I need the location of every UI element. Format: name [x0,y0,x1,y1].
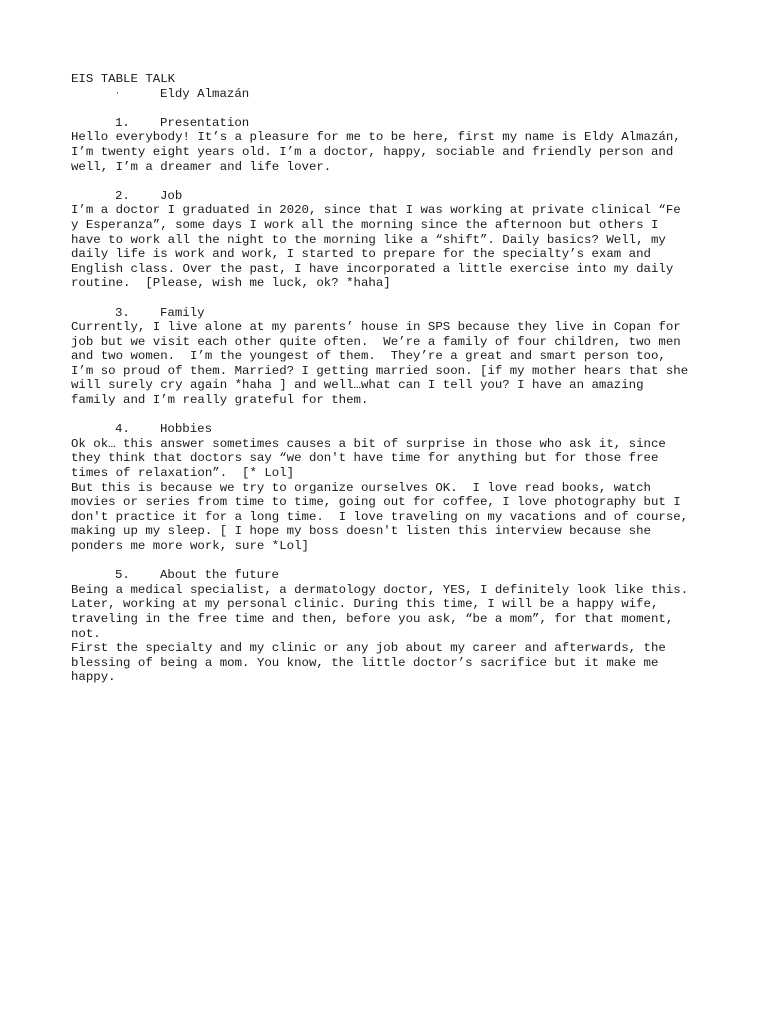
paragraph-line: will surely cry again *haha ] and well…what can I tell you? I have an amazing [71,378,644,393]
paragraph-line: they think that doctors say “we don't have time for anything but for those free [71,451,659,466]
paragraph-line: happy. [71,670,116,685]
paragraph-line: Ok ok… this answer sometimes causes a bit of surprise in those who ask it, since [71,436,666,451]
author-line [71,87,711,102]
paragraph-line: English class. Over the past, I have incorporated a little exercise into my daily [71,261,674,276]
paragraph-line: don't practice it for a long time. I love traveling on my vacations and of course, [71,509,689,524]
section-number: 5. [115,568,130,583]
section-hobbies [71,422,711,553]
paragraph-line: Later, working at my personal clinic. During this time, I will be a happy wife, [71,597,659,612]
section-about-the-future [71,568,711,685]
section-number: 1. [115,115,130,130]
paragraph-line: job but we visit each other quite often. We’re a family of four children, two men [71,334,681,349]
section-number: 4. [115,422,130,437]
paragraph-line: Hello everybody! It’s a pleasure for me to be here, first my name is Eldy Almazán, [71,130,681,145]
paragraph-line: y Esperanza”, some days I work all the morning since the afternoon but others I [71,217,659,232]
section-job [71,189,711,291]
section-number: 2. [115,188,130,203]
section-presentation [71,116,711,174]
paragraph-line: well, I’m a dreamer and life lover. [71,159,332,174]
section-heading [71,116,711,131]
paragraph-line: making up my sleep. [ I hope my boss doesn't listen this interview because she [71,524,651,539]
paragraph-line: But this is because we try to organize ourselves OK. I love read books, watch [71,480,651,495]
section-title: Presentation [160,115,250,130]
paragraph-line: First the specialty and my clinic or any job about my career and afterwards, the [71,641,666,656]
paragraph-line: ponders me more work, sure *Lol] [71,539,309,553]
section-number: 3. [115,305,130,320]
section-title: Hobbies [160,422,213,437]
paragraph-line: Currently, I live alone at my parents’ house in SPS because they live in Copan for [71,320,681,335]
paragraph-line: I’m so proud of them. Married? I getting married soon. [if my mother hears that she [71,363,689,378]
author-name: Eldy Almazán [160,86,250,101]
paragraph-line: family and I’m really grateful for them. [71,393,369,408]
document-body [71,72,711,685]
paragraph-line: not. [71,626,101,641]
section-family [71,306,711,408]
section-title: About the future [160,568,279,583]
section-title: Family [160,305,205,320]
paragraph-line: times of relaxation”. [* Lol] [71,466,295,481]
paragraph-line: traveling in the free time and then, before you ask, “be a mom”, for that moment, [71,611,674,626]
paragraph-line: have to work all the night to the morning like a “shift”. Daily basics? Well, my [71,232,666,247]
paragraph-line: routine. [Please, wish me luck, ok? *haha] [71,276,391,291]
paragraph-line: daily life is work and work, I started to prepare for the specialty’s exam and [71,247,651,262]
paragraph-line: Being a medical specialist, a dermatology doctor, YES, I definitely look like this. [71,582,689,597]
paragraph-line: blessing of being a mom. You know, the little doctor’s sacrifice but it make me [71,655,659,670]
section-title: Job [160,188,183,203]
section-heading [71,568,711,583]
paragraph-line: movies or series from time to time, going out for coffee, I love photography but I [71,495,681,510]
bullet-icon: · [115,88,120,98]
document-title: EIS TABLE TALK [71,72,176,86]
paragraph-line: I’m twenty eight years old. I’m a doctor, happy, sociable and friendly person and [71,144,674,159]
section-heading [71,422,711,437]
paragraph-line: and two women. I’m the youngest of them. They’re a great and smart person too, [71,349,666,364]
section-heading [71,306,711,321]
section-heading [71,189,711,204]
paragraph-line: I’m a doctor I graduated in 2020, since that I was working at private clinical “Fe [71,203,681,218]
